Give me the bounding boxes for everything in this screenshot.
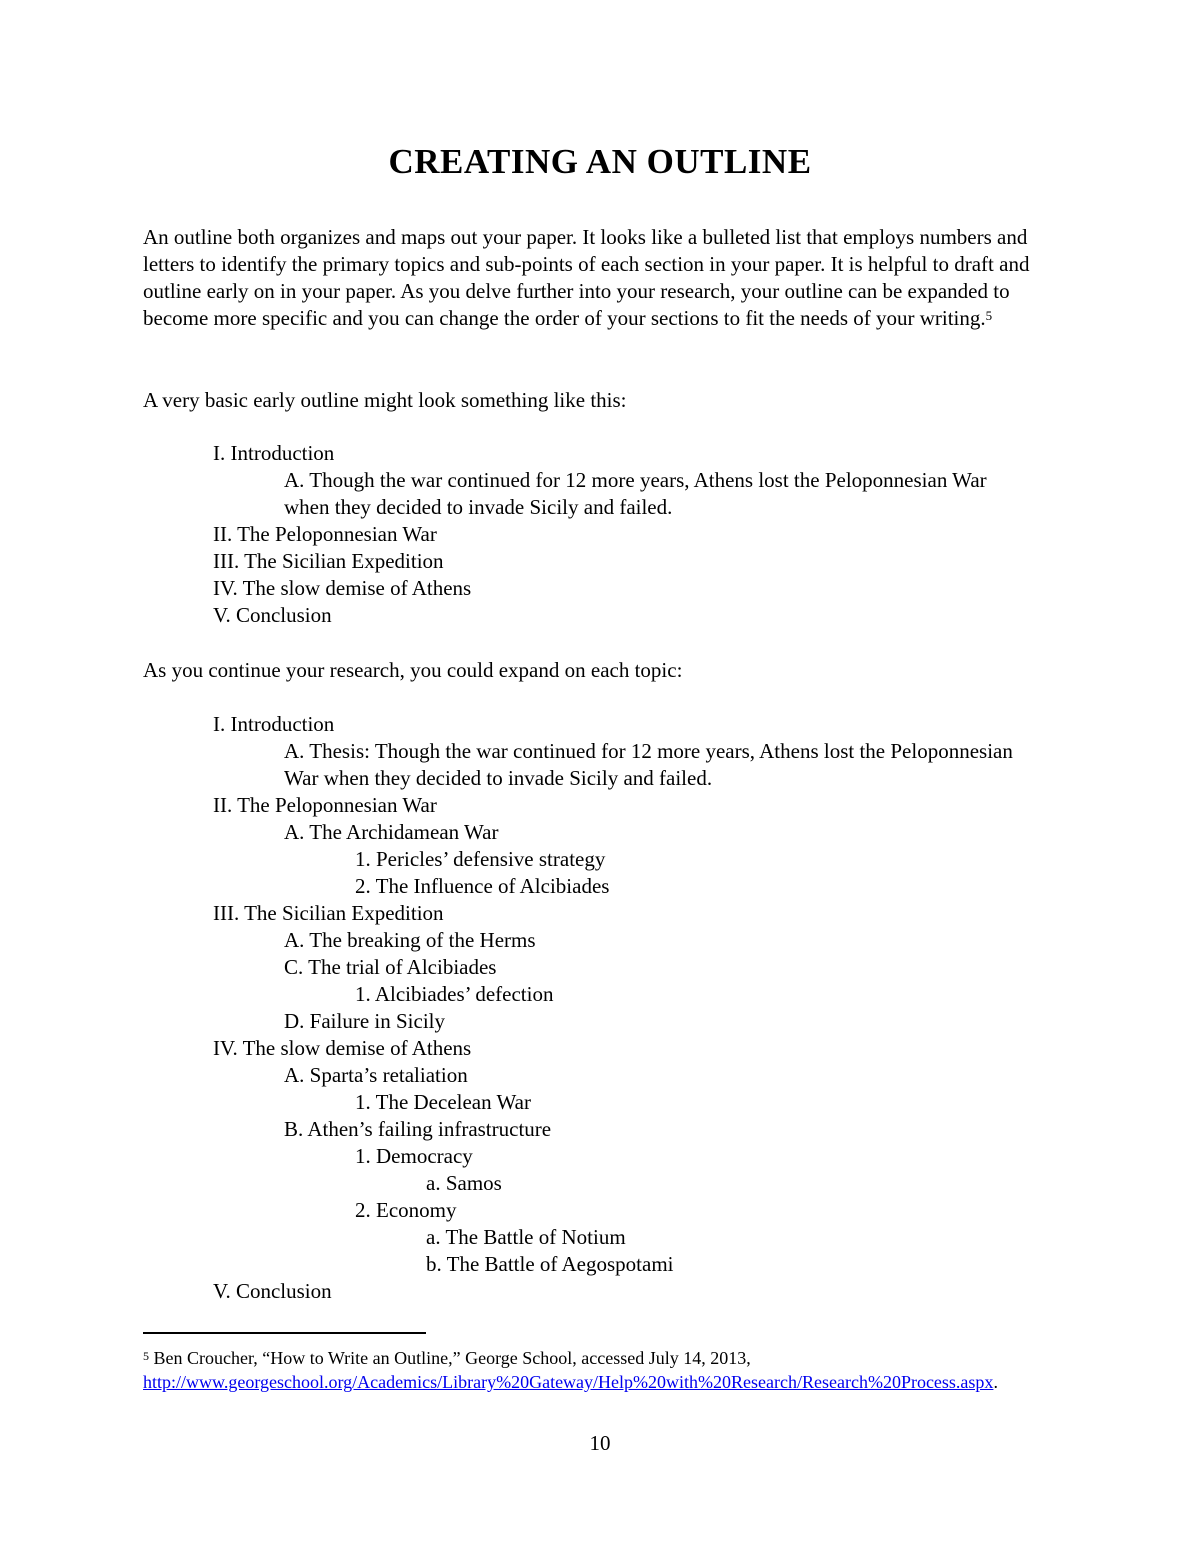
outline-item: A. The breaking of the Herms — [284, 928, 536, 952]
basic-lead-text: A very basic early outline might look something like this: — [143, 388, 627, 412]
outline-item: B. Athen’s failing infrastructure — [284, 1117, 552, 1141]
outline-item: b. The Battle of Aegospotami — [426, 1252, 674, 1276]
outline-item: 2. The Influence of Alcibiades — [355, 874, 610, 898]
outline-item: A. Though the war continued for 12 more years, Athens lost the Peloponnesian War when they decided to invade Sicily and failed. — [284, 468, 987, 519]
outline-item: 1. Alcibiades’ defection — [355, 982, 554, 1006]
outline-item: IV. The slow demise of Athens — [213, 1036, 472, 1060]
outline-item: A. Thesis: Though the war continued for 12 more years, Athens lost the Peloponnesian War when they decided to invade Sicily and failed. — [284, 739, 1013, 790]
outline-item: D. Failure in Sicily — [284, 1009, 445, 1033]
basic-outline-list — [0, 440, 1200, 629]
intro-body: An outline both organizes and maps out your paper. It looks like a bulleted list that employs numbers and letters to identify the primary topics and sub-points of each section in your paper. It is helpful to draft and outline early on in your paper. As you delve further into your research, your outline can be expanded to become more specific and you can change the order of your sections to fit the needs of your writing. — [143, 225, 1030, 330]
expanded-outline-list — [0, 711, 1200, 1305]
outline-item: IV. The slow demise of Athens — [213, 576, 472, 600]
outline-item: 1. Pericles’ defensive strategy — [355, 847, 606, 871]
outline-item: A. Sparta’s retaliation — [284, 1063, 468, 1087]
outline-item: 1. The Decelean War — [355, 1090, 531, 1114]
outline-item: II. The Peloponnesian War — [213, 793, 437, 817]
outline-item: III. The Sicilian Expedition — [213, 549, 444, 573]
outline-item: I. Introduction — [213, 441, 335, 465]
footnote-divider — [143, 1332, 426, 1334]
intro-text — [143, 224, 1063, 332]
outline-item: 1. Democracy — [355, 1144, 473, 1168]
page-number: 10 — [589, 1431, 611, 1455]
footnote-trailing: . — [993, 1372, 998, 1392]
expanded-outline-lead — [143, 657, 1063, 684]
outline-item: II. The Peloponnesian War — [213, 522, 437, 546]
footnote — [143, 1346, 1063, 1394]
outline-item: I. Introduction — [213, 712, 335, 736]
outline-item: V. Conclusion — [213, 603, 332, 627]
outline-item: a. Samos — [426, 1171, 502, 1195]
outline-item: 2. Economy — [355, 1198, 457, 1222]
page-title: CREATING AN OUTLINE — [388, 142, 812, 181]
outline-item: a. The Battle of Notium — [426, 1225, 626, 1249]
outline-item: C. The trial of Alcibiades — [284, 955, 497, 979]
footnote-link[interactable]: http://www.georgeschool.org/Academics/Library%20Gateway/Help%20with%20Research/Research%20Process.aspx — [143, 1372, 994, 1392]
footnote-reference[interactable]: 5 — [985, 308, 993, 323]
outline-item: III. The Sicilian Expedition — [213, 901, 444, 925]
expanded-lead-text: As you continue your research, you could expand on each topic: — [143, 658, 683, 682]
outline-item: A. The Archidamean War — [284, 820, 499, 844]
footnote-text: Ben Croucher, “How to Write an Outline,” George School, accessed July 14, 2013, — [149, 1348, 751, 1368]
intro-paragraph — [143, 224, 1063, 332]
basic-outline-lead — [143, 387, 1063, 414]
outline-item: V. Conclusion — [213, 1279, 332, 1303]
footnote-marker: 5 — [143, 1349, 149, 1363]
